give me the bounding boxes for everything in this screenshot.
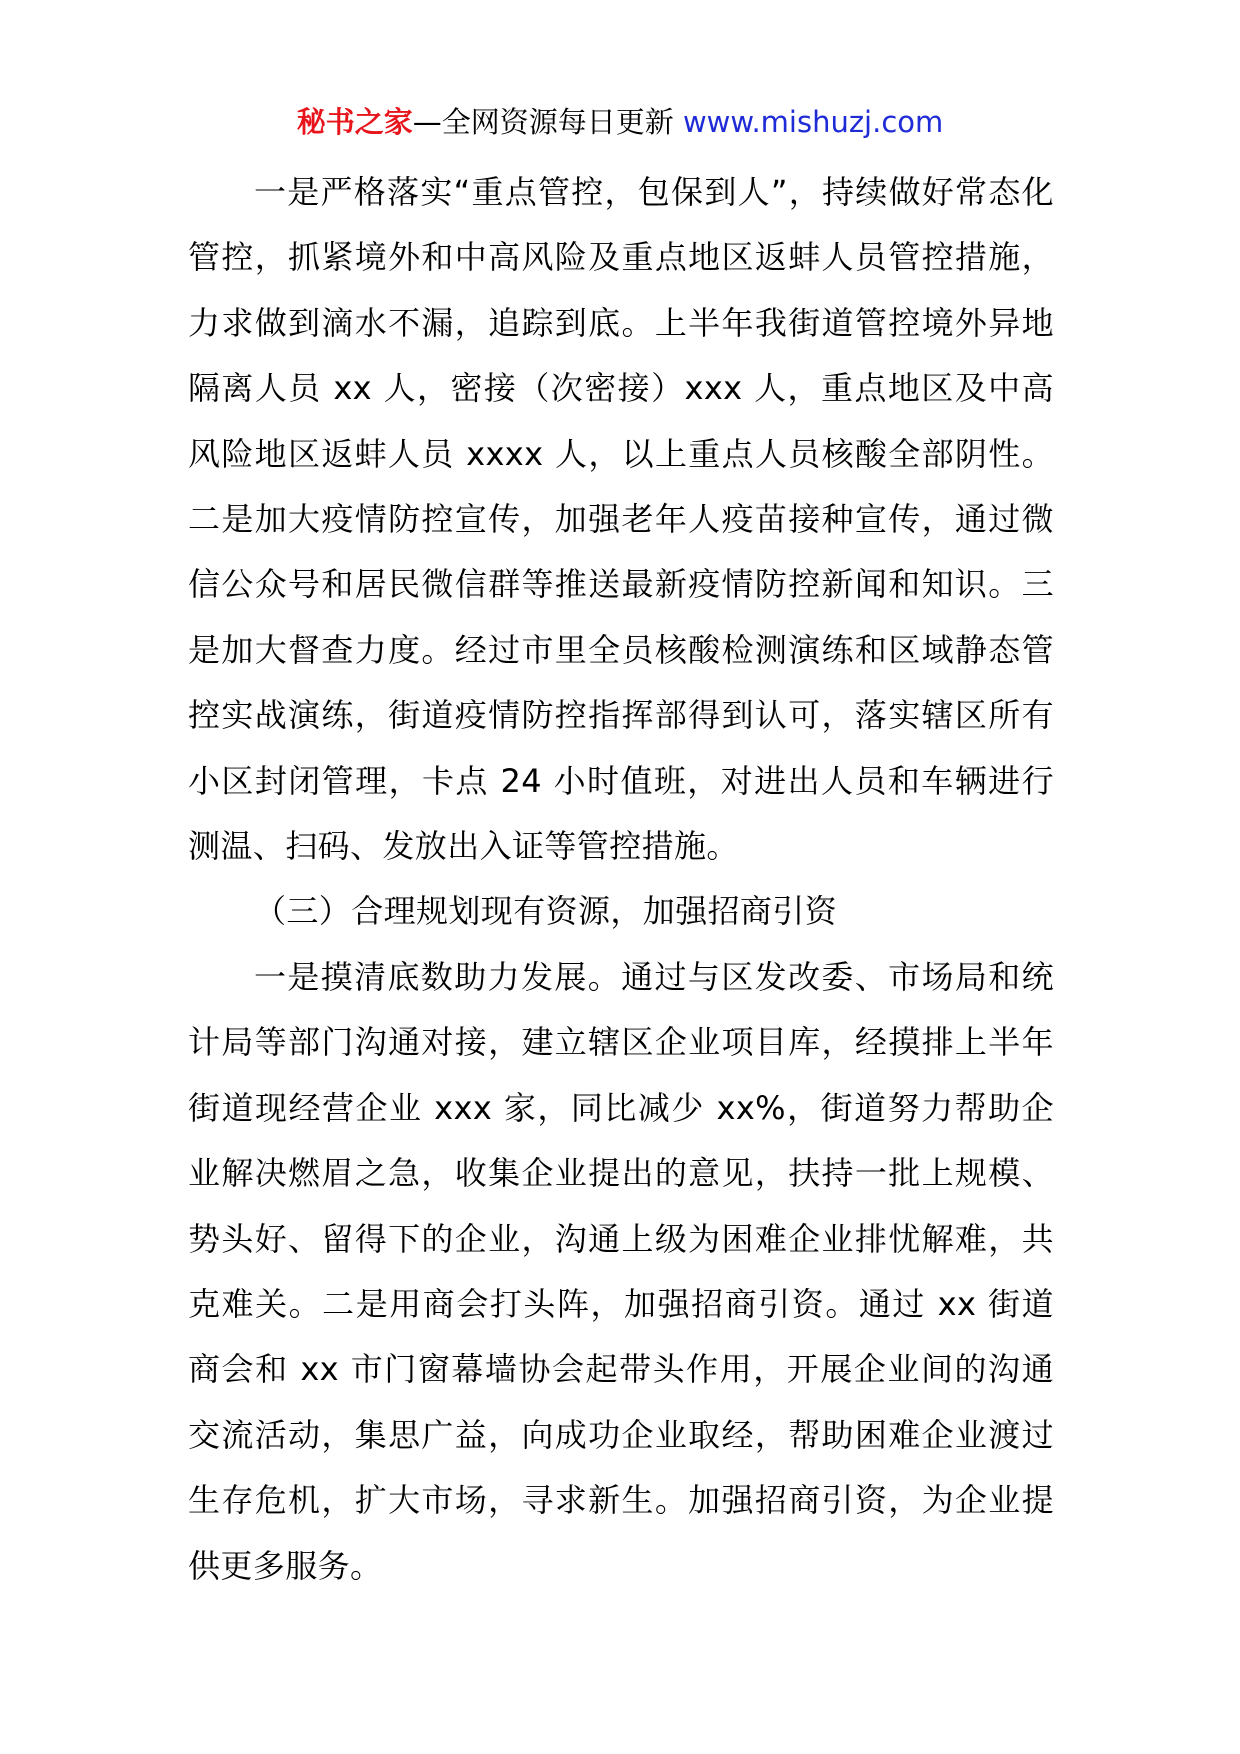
site-header	[0, 102, 1240, 142]
document-body	[188, 160, 1054, 1599]
paragraph-epidemic-control: 一是严格落实“重点管控，包保到人”，持续做好常态化管控，抓紧境外和中高风险及重点地区返蚌人员管控措施，力求做到滴水不漏，追踪到底。上半年我街道管控境外异地隔离人员 xx 人，密接（次密接）xxx 人，重点地区及中高风险地区返蚌人员 xxxx 人，以上重点人员核酸全部阴性。二是加大疫情防控宣传，加强老年人疫苗接种宣传，通过微信公众号和居民微信群等推送最新疫情防控新闻和知识。三是加大督查力度。经过市里全员核酸检测演练和区域静态管控实战演练，街道疫情防控指挥部得到认可，落实辖区所有小区封闭管理，卡点 24 小时值班，对进出人员和车辆进行测温、扫码、发放出入证等管控措施。	[188, 173, 1054, 866]
paragraph-investment: 一是摸清底数助力发展。通过与区发改委、市场局和统计局等部门沟通对接，建立辖区企业项目库，经摸排上半年街道现经营企业 xxx 家，同比减少 xx%，街道努力帮助企业解决燃眉之急，收集企业提出的意见，扶持一批上规模、势头好、留得下的企业，沟通上级为困难企业排忧解难，共克难关。二是用商会打头阵，加强招商引资。通过 xx 街道商会和 xx 市门窗幕墙协会起带头作用，开展企业间的沟通交流活动，集思广益，向成功企业取经，帮助困难企业渡过生存危机，扩大市场，寻求新生。加强招商引资，为企业提供更多服务。	[188, 957, 1054, 1585]
header-tagline: —全网资源每日更新	[412, 105, 683, 139]
section-heading-investment: （三）合理规划现有资源，加强招商引资	[254, 892, 838, 931]
site-url-link[interactable]: www.mishuzj.com	[682, 105, 944, 139]
brand-name: 秘书之家	[296, 105, 413, 139]
